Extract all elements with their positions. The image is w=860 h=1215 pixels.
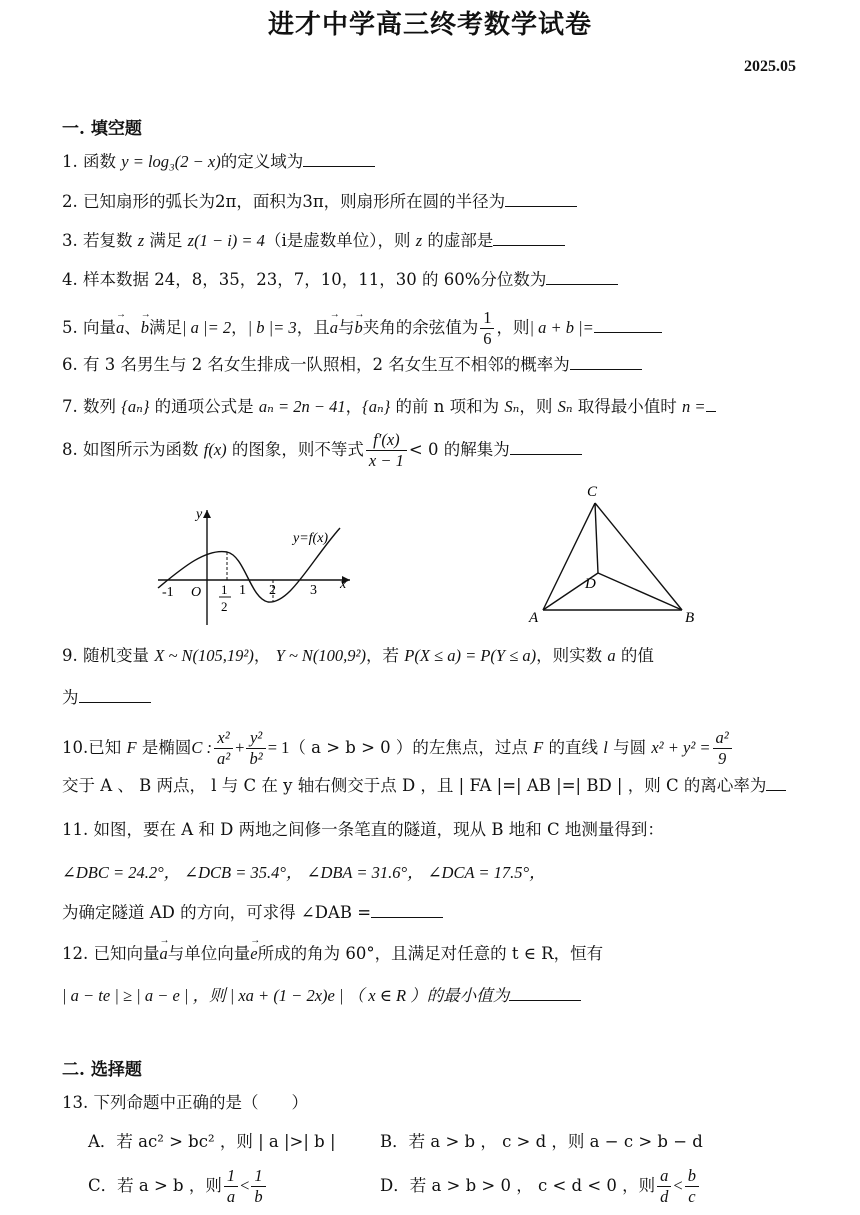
- q3-var-z: z: [137, 231, 145, 250]
- q9-answer-blank[interactable]: [79, 686, 151, 703]
- q8-number: 8.: [62, 440, 78, 459]
- section-choice: 二. 选择题: [62, 1060, 142, 1080]
- q13-number: 13.: [62, 1093, 89, 1112]
- q7-sequence: {aₙ}: [121, 397, 150, 416]
- q8-text-b: 的图象，则不等式: [231, 440, 364, 459]
- question-9: [62, 644, 654, 668]
- q8-text-a: 如图所示为函数: [83, 440, 199, 459]
- q7-n: n =: [682, 397, 706, 416]
- q3-var-z2: z: [415, 231, 423, 250]
- q13-c-frac1: [224, 1166, 238, 1207]
- q5-frac-num: 1: [480, 308, 494, 329]
- q9-text-a: 随机变量: [83, 646, 149, 665]
- q10-plus: +: [235, 738, 245, 757]
- q10-frac-r-num: a²: [713, 728, 732, 749]
- q7-sn2: Sₙ: [557, 397, 573, 416]
- tick-half-den: 2: [221, 599, 228, 614]
- tick-3: 3: [310, 583, 317, 598]
- x-label: x: [340, 577, 347, 592]
- section-fill-in: 一. 填空题: [62, 119, 142, 139]
- q9-text-f: 为: [62, 688, 79, 707]
- q10-focus: F: [126, 738, 137, 757]
- edge-cb: [595, 503, 682, 610]
- question-7: [62, 395, 716, 419]
- q3-text-c: （i是虚数单位），则: [264, 231, 411, 250]
- q13-d-frac2-num: b: [685, 1166, 699, 1187]
- question-11-line3: [62, 901, 443, 925]
- question-13: [62, 1091, 308, 1115]
- edge-cd: [595, 503, 598, 573]
- q10-frac-x-num: x²: [214, 728, 233, 749]
- q13-c-frac2: [251, 1166, 265, 1207]
- q13-text: 下列命题中正确的是（ ）: [93, 1093, 308, 1112]
- question-3: [62, 229, 565, 253]
- question-8: [62, 430, 582, 471]
- q10-condition: （ a > b > 0 ）的左焦点，过点: [289, 738, 528, 757]
- q2-number: 2.: [62, 192, 78, 211]
- question-1: [62, 150, 375, 174]
- q10-answer-blank[interactable]: [766, 774, 786, 791]
- q9-text-c: ，若: [366, 646, 399, 665]
- page-title: 进才中学高三终考数学试卷: [267, 10, 592, 40]
- q7-sn: Sₙ: [504, 397, 520, 416]
- q4-text: 样本数据 24，8，35，23，7，10，11，30 的 60%分位数为: [83, 270, 547, 289]
- q1-text-b: 的定义域为: [220, 152, 304, 171]
- q5-number: 5.: [62, 318, 78, 337]
- question-2: [62, 190, 577, 214]
- q7-text-a: 数列: [83, 397, 116, 416]
- question-11: [62, 818, 664, 842]
- q10-frac-r: [713, 728, 732, 769]
- q9-y-dist: Y ~ N(100,9²): [275, 646, 366, 665]
- q6-number: 6.: [62, 355, 78, 374]
- q11-answer-blank[interactable]: [371, 901, 443, 918]
- q9-probability: P(X ≤ a) = P(Y ≤ a): [404, 646, 537, 665]
- q5-text-e: ，则: [496, 318, 530, 337]
- q10-frac-x: [214, 728, 233, 769]
- q9-text-b: ，: [253, 646, 271, 665]
- q5-text-c: ，且: [296, 318, 330, 337]
- q13-d-frac1-den: d: [660, 1187, 669, 1206]
- q5-vector-a: → a: [116, 316, 124, 340]
- q13-c-frac2-num: 1: [251, 1166, 265, 1187]
- q5-vector-a2: → a: [330, 316, 338, 340]
- q8-answer-blank[interactable]: [510, 438, 582, 455]
- q4-answer-blank[interactable]: [546, 268, 618, 285]
- q2-text: 已知扇形的弧长为2π，面积为3π，则扇形所在圆的半径为: [83, 192, 506, 211]
- q10-line2: 交于 A 、 B 两点， l 与 C 在 y 轴右侧交于点 D ，且 | FA |=| AB |=| BD | ，则 C 的离心率为: [62, 776, 767, 795]
- q8-frac-num: f′(x): [366, 430, 407, 451]
- q3-answer-blank[interactable]: [493, 229, 565, 246]
- tick-2: 2: [269, 583, 276, 598]
- q11-number: 11.: [62, 820, 89, 839]
- q10-frac-y-den: b²: [249, 749, 263, 768]
- tick-half-num: 1: [221, 582, 228, 597]
- q13-c-lt: <: [240, 1176, 250, 1195]
- q7-text-c: ，: [345, 397, 363, 416]
- q13-d-frac2-den: c: [688, 1187, 696, 1206]
- q3-equation: z(1 − i) = 4: [187, 231, 265, 250]
- q5-text-d: 夹角的余弦值为: [362, 318, 479, 337]
- q13-d-pre: D．若 a > b > 0 ， c < d < 0 ，则: [380, 1176, 656, 1195]
- q5-abs-a: | a |= 2: [182, 318, 232, 337]
- q12-text-c: 所成的角为 60°，且满足对任意的 t ∈ R，恒有: [257, 944, 604, 963]
- q7-sequence2: {aₙ}: [362, 397, 391, 416]
- q5-fraction: [480, 308, 494, 349]
- q8-fraction: [366, 430, 407, 471]
- q10-number: 10.: [62, 738, 89, 757]
- q10-eq1: = 1: [267, 738, 290, 757]
- q5-frac-den: 6: [483, 329, 492, 348]
- q12-answer-blank[interactable]: [509, 984, 581, 1001]
- origin-label: O: [191, 585, 202, 600]
- function-graph-figure: [150, 500, 370, 630]
- question-10: [62, 728, 734, 769]
- question-5: 5. 向量→ a、→ b满足| a |= 2，| b |= 3，且→ a与→ b夹角的余弦值为 $\frac{1}{6}$ ，则| a + b |=: [62, 308, 662, 349]
- q1-answer-blank[interactable]: [303, 150, 375, 167]
- q7-text-f: 取得最小值时: [577, 397, 677, 416]
- q7-text-b: 的通项公式是: [154, 397, 254, 416]
- q1-expression: y = log₃(2 − x): [121, 152, 221, 171]
- q10-text-d: 与圆: [613, 738, 647, 757]
- q13-c-frac1-den: a: [226, 1187, 236, 1206]
- q10-text-b: 是椭圆: [141, 738, 192, 757]
- fx-label: y=f(x): [293, 531, 329, 546]
- question-11-angles: ∠DBC = 24.2°， ∠DCB = 35.4°， ∠DBA = 31.6°， ∠DCA = 17.5°，: [62, 863, 546, 882]
- vertex-a-label: A: [529, 610, 539, 625]
- q8-fx: f(x): [203, 440, 227, 459]
- q11-last: 为确定隧道 AD 的方向，可求得 ∠DAB =: [62, 903, 372, 922]
- question-4: [62, 268, 618, 292]
- q12-text-b: 与单位向量: [167, 944, 251, 963]
- q9-var-a: a: [607, 646, 616, 665]
- q10-frac-x-den: a²: [216, 749, 231, 768]
- q13-d-frac1-num: a: [657, 1166, 671, 1187]
- q13-d-frac1: [657, 1166, 671, 1207]
- q13-d-lt: <: [673, 1176, 683, 1195]
- q9-text-d: ，则实数: [536, 646, 603, 665]
- q1-text-a: 函数: [83, 152, 116, 171]
- q10-frac-r-den: 9: [718, 749, 727, 768]
- q10-frac-y-num: y²: [246, 728, 265, 749]
- q6-answer-blank[interactable]: [570, 353, 642, 370]
- q12-number: 12.: [62, 944, 89, 963]
- question-10-line2: [62, 774, 786, 798]
- q5-abs-b: | b |= 3: [247, 318, 297, 337]
- edge-ca: [543, 503, 595, 610]
- q7-number: 7.: [62, 397, 78, 416]
- vertex-c-label: C: [587, 484, 598, 500]
- q10-line-l: l: [603, 738, 608, 757]
- q3-text-d: 的虚部是: [427, 231, 494, 250]
- q5-answer-blank[interactable]: [594, 316, 662, 333]
- q10-frac-y: [246, 728, 265, 769]
- edge-bd: [598, 573, 682, 610]
- q7-formula: aₙ = 2n − 41: [258, 397, 346, 416]
- q13-option-d[interactable]: [380, 1166, 701, 1207]
- q13-option-b[interactable]: B．若 a > b ， c > d ，则 a − c > b − d: [380, 1132, 703, 1151]
- q13-option-a[interactable]: A．若 ac² > bc² ，则 | a |>| b |: [88, 1132, 336, 1151]
- question-9-line2: [62, 686, 151, 710]
- vertex-d-label: D: [585, 576, 596, 592]
- q5-vector-b2: → b: [354, 316, 362, 340]
- q13-c-frac1-num: 1: [224, 1166, 238, 1187]
- q13-c-pre: C．若 a > b ，则: [88, 1176, 222, 1195]
- q12-line2: | a − te | ≥ | a − e | ，则 | xa + (1 − 2x)e | （ x ∈ R ）的最小值为: [62, 986, 510, 1005]
- q10-text-c: 的直线: [548, 738, 598, 757]
- question-6: [62, 353, 642, 377]
- q12-vector-a: → a: [160, 942, 168, 966]
- question-12: [62, 942, 603, 966]
- q10-focus2: F: [533, 738, 544, 757]
- y-axis-arrow: [203, 510, 211, 518]
- vertex-b-label: B: [685, 610, 695, 625]
- q9-text-e: 的值: [620, 646, 654, 665]
- q4-number: 4.: [62, 270, 78, 289]
- q10-text-a: 已知: [88, 738, 122, 757]
- q13-c-frac2-den: b: [254, 1187, 263, 1206]
- tick-1: 1: [239, 583, 246, 598]
- q10-circle: x² + y² =: [651, 738, 711, 757]
- q12-vector-e: → e: [250, 942, 257, 966]
- tetrahedron-figure: [525, 480, 710, 625]
- q7-text-e: ，则: [519, 397, 553, 416]
- exam-date: 2025.05: [744, 58, 796, 75]
- q7-answer-blank[interactable]: [706, 395, 716, 412]
- q5-text-a: 向量: [83, 318, 116, 337]
- q5-sum: | a + b |=: [529, 318, 594, 337]
- q5-vector-b: → b: [141, 316, 149, 340]
- q6-text: 有 3 名男生与 2 名女生排成一队照相，2 名女生互不相邻的概率为: [83, 355, 570, 374]
- q13-d-frac2: [685, 1166, 699, 1207]
- q9-x-dist: X ~ N(105,19²): [154, 646, 254, 665]
- q8-frac-den: x − 1: [368, 451, 404, 470]
- q13-option-c[interactable]: [88, 1166, 268, 1207]
- y-label: y: [196, 507, 203, 522]
- q8-text-c: < 0 的解集为: [408, 440, 510, 459]
- q3-text-a: 若复数: [83, 231, 133, 250]
- q11-text: 如图，要在 A 和 D 两地之间修一条笔直的隧道，现从 B 地和 C 地测量得到：: [93, 820, 664, 839]
- question-12-line2: [62, 984, 581, 1008]
- q5-text-b: 满足: [149, 318, 182, 337]
- q2-answer-blank[interactable]: [505, 190, 577, 207]
- q3-text-b: 满足: [149, 231, 183, 250]
- q1-number: 1.: [62, 152, 78, 171]
- q3-number: 3.: [62, 231, 78, 250]
- q7-text-d: 的前 n 项和为: [395, 397, 500, 416]
- q10-ellipse-name: C :: [191, 738, 212, 757]
- tick-minus1: -1: [162, 585, 174, 600]
- q9-number: 9.: [62, 646, 78, 665]
- q12-text-a: 已知向量: [93, 944, 160, 963]
